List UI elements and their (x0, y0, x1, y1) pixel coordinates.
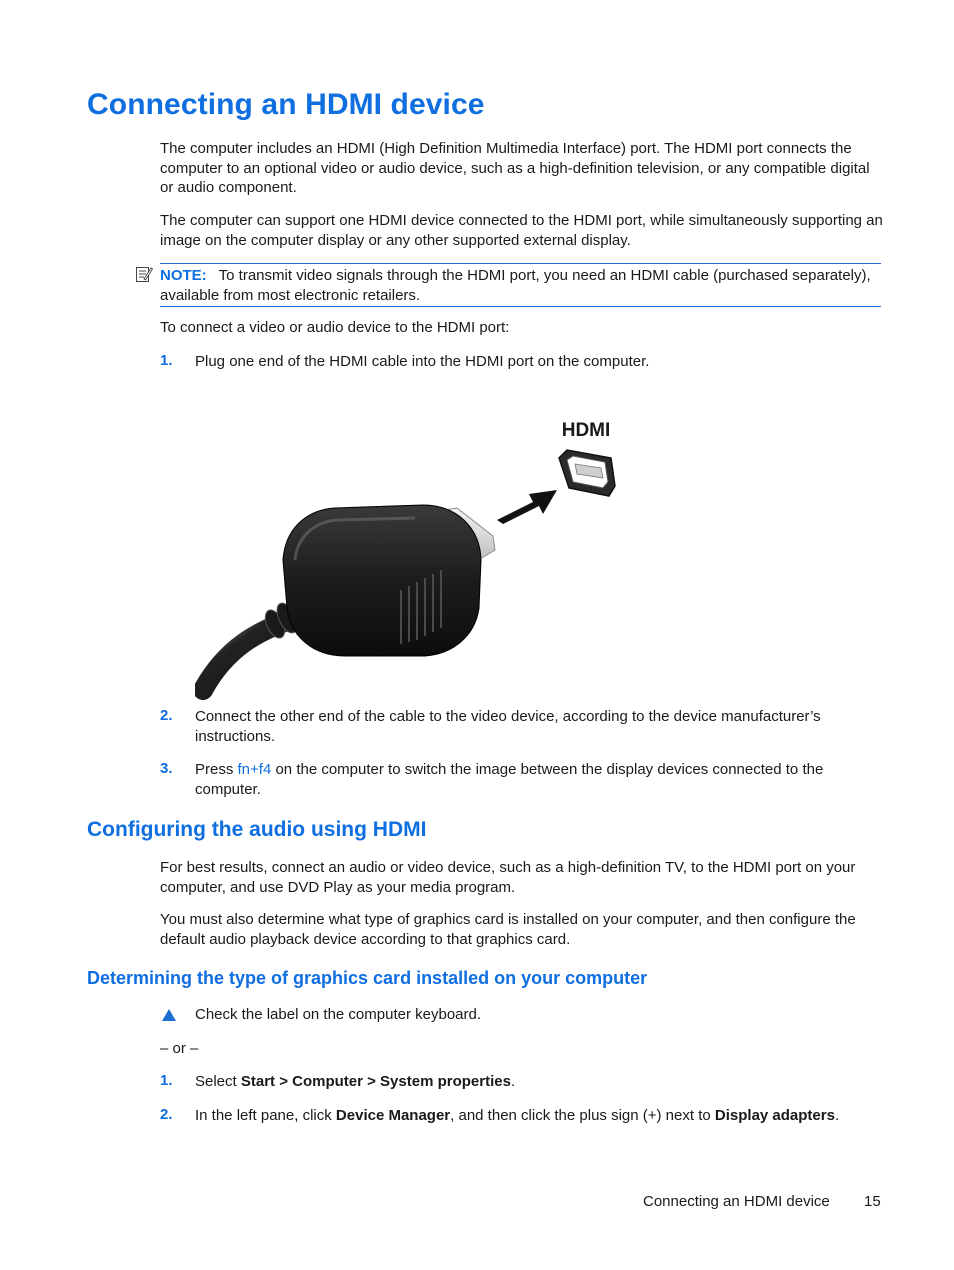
page-number: 15 (864, 1193, 881, 1210)
audio-paragraph-2: You must also determine what type of graphics card is installed on your computer, and then configure the default audio playback device according to that graphics card. (160, 911, 856, 948)
step-3-text (195, 760, 885, 799)
or-separator: – or – (160, 1040, 199, 1057)
graphics-step-2-text (195, 1106, 885, 1126)
note-box (160, 263, 881, 307)
connect-intro: To connect a video or audio device to the HDMI port: (160, 319, 510, 336)
graphics-step-2-post: . (834, 1107, 840, 1124)
subsection-heading-graphics: Determining the type of graphics card installed on your computer (87, 968, 648, 988)
note-label: NOTE: (160, 267, 207, 284)
hdmi-port-icon (559, 450, 615, 496)
graphics-step-1-pre: Select (195, 1073, 241, 1090)
graphics-step-1-bold: Start > Computer > System properties (240, 1073, 511, 1090)
step-3-pre: Press (195, 761, 238, 778)
step-3-post: on the computer to switch the image between the display devices connected to the computer. (195, 761, 824, 798)
graphics-step-2-bold: Device Manager (335, 1107, 451, 1124)
footer-title: Connecting an HDMI device (643, 1193, 830, 1210)
hdmi-port-label: HDMI (561, 420, 611, 441)
step-2-text: Connect the other end of the cable to the video device, according to the device manufacturer’s instructions. (195, 708, 821, 745)
section-heading-audio: Configuring the audio using HDMI (87, 818, 427, 841)
step-3-number: 3. (160, 760, 173, 777)
step-2-number: 2. (160, 707, 173, 724)
graphics-step-1-number: 1. (160, 1072, 173, 1089)
graphics-step-1-text (195, 1072, 885, 1092)
intro-paragraph-1: The computer includes an HDMI (High Definition Multimedia Interface) port. The HDMI port connects the computer to an optional video or audio device, such as a high-definition television, or any compatible digital or audio component. (160, 140, 870, 196)
step-1-number: 1. (160, 352, 173, 369)
page-title: Connecting an HDMI device (87, 88, 485, 121)
audio-paragraph-1: For best results, connect an audio or video device, such as a high-definition TV, to the HDMI port on your computer, and use DVD Play as your media program. (160, 859, 856, 896)
step-1-text: Plug one end of the HDMI cable into the HDMI port on the computer. (195, 353, 650, 370)
note-text: To transmit video signals through the HDMI port, you need an HDMI cable (purchased separately), available from most electronic retailers. (160, 267, 871, 304)
key-fn-f4: fn+f4 (237, 761, 272, 778)
bullet-text: Check the label on the computer keyboard. (195, 1006, 482, 1023)
intro-paragraph-2: The computer can support one HDMI device connected to the HDMI port, while simultaneously supporting an image on the computer display or any other supported external display. (160, 212, 883, 249)
triangle-bullet-icon (161, 1008, 177, 1022)
graphics-step-2-pre: In the left pane, click (195, 1107, 336, 1124)
graphics-step-1-post: . (510, 1073, 516, 1090)
graphics-step-2-mid: , and then click the plus sign (+) next to (450, 1107, 715, 1124)
insert-arrow-icon (497, 490, 557, 524)
note-icon (135, 265, 153, 283)
hdmi-cable-illustration (195, 410, 635, 700)
graphics-step-2-bold2: Display adapters (714, 1107, 835, 1124)
graphics-step-2-number: 2. (160, 1106, 173, 1123)
